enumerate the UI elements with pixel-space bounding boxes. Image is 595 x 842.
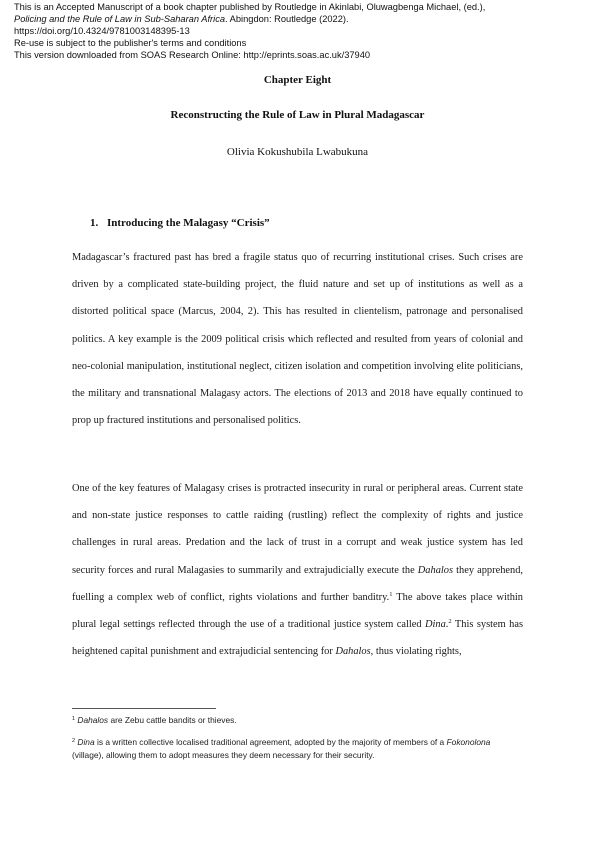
chapter-label: Chapter Eight <box>263 74 332 86</box>
cover-line-2 <box>14 14 584 26</box>
footnote-2-text-b: (village), allowing them to adopt measures they deem necessary for their security. <box>72 750 375 760</box>
section-number: 1. <box>90 217 99 229</box>
footnote-divider <box>72 708 216 709</box>
footnote-2-mark: 2 <box>72 738 76 744</box>
chapter-title: Reconstructing the Rule of Law in Plural Madagascar <box>170 109 425 121</box>
reuse-notice: Re-use is subject to the publisher's terms and conditions <box>14 37 247 48</box>
cover-line-1: This is an Accepted Manuscript of a book chapter published by Routledge in Akinlabi, Oluwagbenga Michael, (ed.), <box>14 2 486 12</box>
doi-link[interactable]: https://doi.org/10.4324/9781003148395-13 <box>14 25 190 36</box>
term-dahalos-2: Dahalos <box>335 646 371 658</box>
section-title: Introducing the Malagasy “Crisis” <box>107 217 270 229</box>
footnote-ref-2[interactable]: 2 <box>448 618 452 626</box>
body-paragraph-1: Madagascar’s fractured past has bred a fragile status quo of recurring institutional crises. Such crises are driven by a complicated state-building project, the fluid nature and set up of institutions as well as a distorted political space (Marcus, 2004, 2). This has resulted in clientelism, patronage and personalised politics. A key example is the 2009 political crisis which reflected and resulted from years of colonial and neo-colonial manipulation, institutional neglect, citizen isolation and competition involving elite politicians, the military and transnational Malagasy actors. The elections of 2013 and 2018 have equally continued to prop up fractured institutions and personalised politics. <box>72 252 523 427</box>
paragraph-2-text-a: One of the key features of Malagasy crises is protracted insecurity in rural or peripheral areas. Current state and non-state justice responses to cattle raiding (rustling) reflect the complexity of rights and justice challenges in rural areas. Predation and the lack of trust in a corrupt and weak justice system has led security forces and rural Malagasies to summarily and extrajudicially execute the <box>72 483 523 576</box>
footnote-2-term: Dina <box>77 737 95 747</box>
download-source[interactable]: This version downloaded from SOAS Research Online: http://eprints.soas.ac.uk/37940 <box>14 49 371 60</box>
term-dahalos: Dahalos <box>417 564 454 576</box>
term-dina: Dina <box>425 619 446 631</box>
paragraph-2-text-c: The above takes place within plural legal settings reflected through the use of a traditional justice system called <box>72 591 523 631</box>
footnote-1 <box>72 714 523 727</box>
section-heading <box>90 217 270 229</box>
paragraph-2-text-d: . <box>445 619 449 631</box>
paragraph-2-text-e: This system has heightened capital punishment and extrajudicial sentencing for <box>72 619 524 658</box>
body-paragraph-2 <box>72 475 523 665</box>
footnote-2-text-a: is a written collective localised traditional agreement, adopted by the majority of members of a <box>94 737 447 747</box>
footnote-2 <box>72 736 523 762</box>
footnote-2-term-2: Fokonolona <box>446 737 491 747</box>
paragraph-2-text-f: , thus violating rights, <box>370 646 462 658</box>
footnote-1-text: are Zebu cattle bandits or thieves. <box>108 715 237 725</box>
footnote-1-term: Dahalos <box>77 715 109 725</box>
paragraph-2-text-b: they apprehend, fuelling a complex web of conflict, rights violations and further banditry. <box>72 564 523 603</box>
author-name: Olivia Kokushubila Lwabukuna <box>226 146 369 158</box>
cover-notice <box>14 2 584 62</box>
publisher-info: . Abingdon: Routledge (2022). <box>225 13 349 24</box>
footnote-1-mark: 1 <box>72 716 76 722</box>
footnote-ref-1[interactable]: 1 <box>389 590 393 598</box>
book-title: Policing and the Rule of Law in Sub-Saharan Africa <box>14 13 226 24</box>
